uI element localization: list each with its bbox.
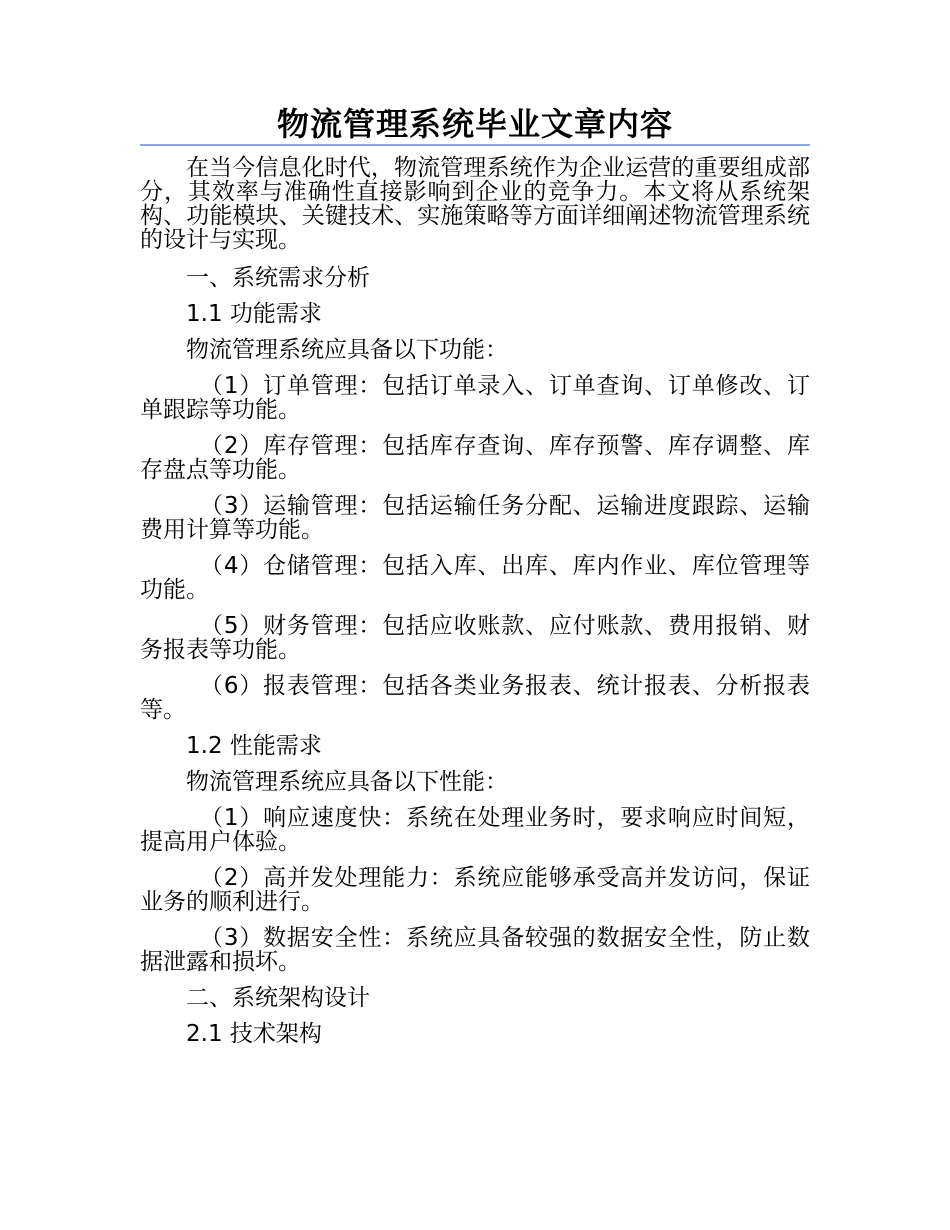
list-item-warehouse: （4）仓储管理：包括入库、出库、库内作业、库位管理等功能。	[140, 553, 810, 603]
function-intro: 物流管理系统应具备以下功能：	[186, 337, 508, 363]
performance-intro: 物流管理系统应具备以下性能：	[186, 769, 508, 795]
document-body	[140, 156, 810, 1046]
list-item-report: （6）报表管理：包括各类业务报表、统计报表、分析报表等。	[140, 673, 810, 723]
list-item-security: （3）数据安全性：系统应具备较强的数据安全性，防止数据泄露和损坏。	[140, 925, 810, 975]
section-heading-1: 一、系统需求分析	[186, 265, 370, 291]
subsection-heading-1-1: 1.1 功能需求	[186, 301, 322, 327]
list-item-concurrency: （2）高并发处理能力：系统应能够承受高并发访问，保证业务的顺利进行。	[140, 865, 810, 915]
list-item-order: （1）订单管理：包括订单录入、订单查询、订单修改、订单跟踪等功能。	[140, 373, 810, 423]
subsection-heading-2-1: 2.1 技术架构	[186, 1021, 322, 1047]
intro-paragraph: 在当今信息化时代，物流管理系统作为企业运营的重要组成部分，其效率与准确性直接影响到企业的竞争力。本文将从系统架构、功能模块、关键技术、实施策略等方面详细阐述物流管理系统的设计与实现。	[140, 155, 810, 253]
list-item-finance: （5）财务管理：包括应收账款、应付账款、费用报销、财务报表等功能。	[140, 613, 810, 663]
list-item-inventory: （2）库存管理：包括库存查询、库存预警、库存调整、库存盘点等功能。	[140, 433, 810, 483]
list-item-response: （1）响应速度快：系统在处理业务时，要求响应时间短，提高用户体验。	[140, 805, 810, 855]
list-item-transport: （3）运输管理：包括运输任务分配、运输进度跟踪、运输费用计算等功能。	[140, 493, 810, 543]
subsection-heading-1-2: 1.2 性能需求	[186, 733, 322, 759]
document-title: 物流管理系统毕业文章内容	[140, 104, 810, 146]
section-heading-2: 二、系统架构设计	[186, 985, 370, 1011]
